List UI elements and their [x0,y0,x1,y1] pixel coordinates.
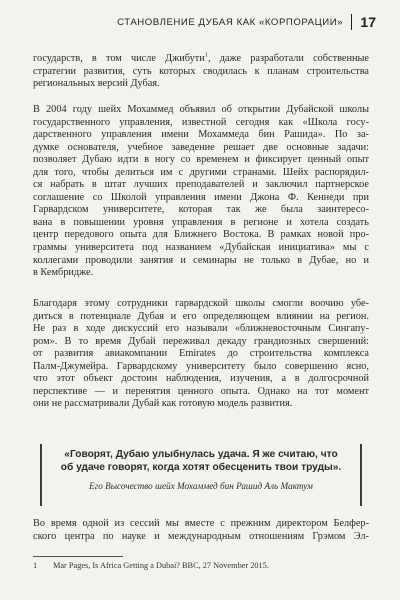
footnote-divider [33,556,123,557]
paragraph-line: В 2004 году шейх Мохаммед объявил об открытии Дубайской школы [33,104,369,115]
paragraph-line: диться в потенциале Дубая и его определяющем влиянии на регион. [33,310,369,322]
paragraph-line: Благодаря этому сотрудники гарвардской школы смогли воочию убе- [33,298,369,309]
running-header [40,14,376,30]
page-number: 17 [360,14,376,30]
footnote-reference: 1 [204,51,208,59]
paragraph-line: ром». В то время Дубай переживал декаду грандиозных свершений: [33,335,369,347]
quote-line: об удаче говорят, когда хотят обесценить твои труды». [60,461,342,473]
paragraph-line: вана в повышении уровня управления в регионе и хотела создать [33,216,369,228]
paragraph-line: региональных версий Дубая. [33,78,160,90]
paragraph-line: Не раз в ходе дискуссий его называли «ближневосточным Сингапу- [33,323,369,335]
paragraph-line: для того, чтобы делиться им с другими странами. Шейх распорядил- [33,166,369,178]
paragraph-3 [33,298,369,411]
paragraph-4 [33,518,369,543]
paragraph-line: Во время одной из сессий мы вместе с прежним директором Белфер- [33,518,369,529]
paragraph-line: стратегии развития, суть которых сводилась к планам строительства [33,65,369,77]
footnote-text: Mar Pages, Is Africa Getting a Dubai? BBC, 27 November 2015. [53,561,269,570]
paragraph-line: коллегами проводили занятия и семинары не только в Дубае, но и [33,254,369,266]
quote-line: «Говорят, Дубаю улыбнулась удача. Я же считаю, что [64,449,338,460]
paragraph-line: ся набрать в штат лучших преподавателей и заключил партнерское [33,179,369,191]
paragraph-line: дарственного управления имени Мохаммеда бин Рашида». По за- [33,129,369,141]
paragraph-line: ского центра по науке и международным отношениям Грэмом Эл- [33,530,369,542]
paragraph-1 [33,53,369,91]
paragraph-line: от развития авиакомпании Emirates до строительства комплекса [33,348,369,360]
paragraph-line: центр передового опыта для Ближнего Востока. В рамках новой про- [33,229,369,241]
paragraph-line: думке основателя, учебное заведение решает две основные задачи: [33,141,369,153]
paragraph-line: что этот объект достоин наблюдения, изучения, а в долгосрочной [33,373,369,385]
paragraph-line: в Кембридже. [33,267,94,279]
paragraph-line: государств, в том числе Джибути$^1$, даже разработали собственные [33,51,369,64]
paragraph-line: граммы университета под названием «Дубайская инициатива» мы с [33,242,369,254]
quote-attribution: Его Высочество шейх Мохаммед бин Рашид Аль Мактум [89,480,313,491]
paragraph-line: соглашение со Школой управления имени Джона Ф. Кеннеди при [33,191,369,203]
paragraph-line: государственного управления, известной сегодня как «Школа госу- [33,116,369,128]
paragraph-line: они не рассматривали Дубай как готовую модель развития. [33,398,293,410]
footnote [33,561,373,570]
quote-text [42,449,360,475]
header-separator [351,14,352,30]
paragraph-line: перспективе — и перенятия ценного опыта. Однако на тот момент [33,385,369,397]
paragraph-line: Палм-Джумейра. Гарвардскому университету было совершенно ясно, [33,360,369,372]
paragraph-line: позволяет Дубаю идти в ногу со временем и фиксирует ценный опыт [33,154,369,166]
paragraph-line: Гарвардском университете, которая так же была заинтересо- [33,204,369,216]
running-title: СТАНОВЛЕНИЕ ДУБАЯ КАК «КОРПОРАЦИИ» [117,16,344,28]
paragraph-2 [33,104,369,280]
pull-quote [40,444,362,506]
footnote-number: 1 [33,561,38,570]
